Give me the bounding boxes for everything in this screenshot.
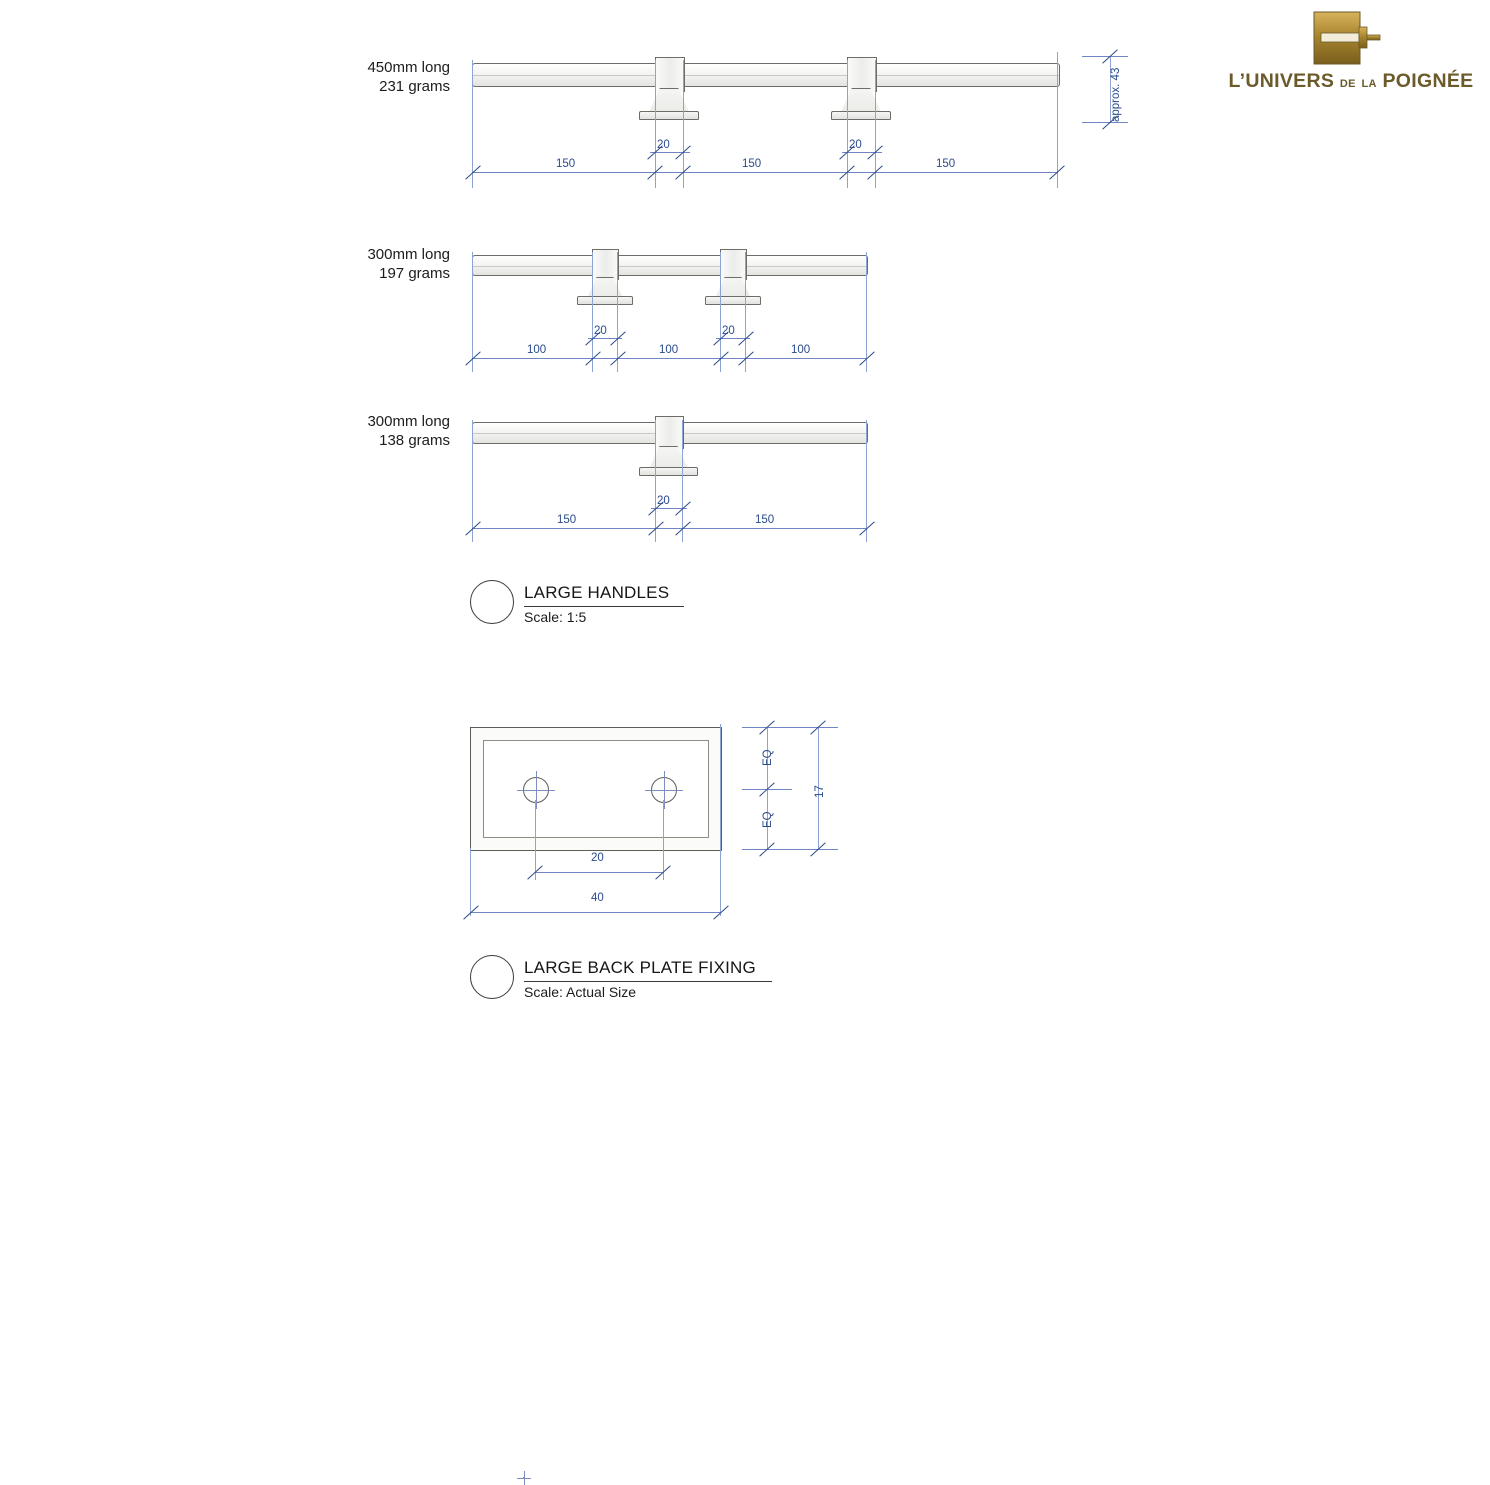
handle-stem-450-b (847, 57, 877, 92)
dim-450-height-note: approx. 43 (1110, 67, 1122, 122)
dim-backplate-height: 17 (814, 785, 826, 798)
dim-300-197-20-b: 20 (722, 325, 735, 337)
handle-bar-300-197 (472, 255, 868, 276)
dim-450-150-c: 150 (936, 158, 956, 170)
view-300-197-label-line2: 197 grams (379, 265, 450, 282)
dim-300-197-20-a: 20 (594, 325, 607, 337)
dim-450-20-b: 20 (849, 139, 862, 151)
caption-marker-circle-2 (470, 955, 514, 999)
dim-300-138-150-a: 150 (557, 514, 577, 526)
view-handle-300-197 (0, 230, 1490, 405)
caption-title-2: LARGE BACK PLATE FIXING (524, 958, 756, 977)
logo-word-de: DE (1339, 78, 1356, 90)
back-plate-hole-left (523, 777, 549, 803)
view-450-label-line2: 231 grams (379, 78, 450, 95)
dim-300-197-100-c: 100 (791, 344, 811, 356)
back-plate-hole-right (651, 777, 677, 803)
handle-stem-300-138 (655, 416, 684, 449)
view-back-plate (0, 700, 1490, 940)
caption-large-back-plate-fixing (0, 952, 1490, 1012)
view-handle-300-138 (0, 398, 1490, 563)
logo-word-1: L’UNIVERS (1228, 70, 1340, 92)
dim-backplate-hole-spacing: 20 (591, 852, 604, 864)
dim-450-150-a: 150 (556, 158, 576, 170)
dim-300-138-20: 20 (657, 495, 670, 507)
view-handle-450 (0, 0, 1490, 230)
handle-stem-300-197-a (592, 249, 619, 280)
logo-word-la: LA (1361, 78, 1377, 90)
dim-450-150-b: 150 (742, 158, 762, 170)
handle-bar-450 (472, 63, 1060, 87)
view-450-label-line1: 450mm long (367, 59, 450, 76)
dim-300-138-150-b: 150 (755, 514, 775, 526)
caption-subtitle-1: Scale: 1:5 (524, 609, 587, 625)
dim-300-197-100-b: 100 (659, 344, 679, 356)
handle-stem-450-a (655, 57, 685, 92)
dim-backplate-width: 40 (591, 892, 604, 904)
caption-title-1: LARGE HANDLES (524, 583, 670, 602)
view-300-138-label-line1: 300mm long (367, 413, 450, 430)
logo-word-2: POIGNÉE (1376, 70, 1474, 92)
dim-450-20-a: 20 (657, 139, 670, 151)
caption-large-handles (0, 578, 1490, 638)
dim-backplate-eq-top: EQ (762, 749, 774, 766)
caption-subtitle-2: Scale: Actual Size (524, 984, 637, 1000)
dim-backplate-eq-bottom: EQ (762, 811, 774, 828)
handle-stem-300-197-b (720, 249, 747, 280)
dim-300-197-100-a: 100 (527, 344, 547, 356)
view-300-138-label-line2: 138 grams (379, 432, 450, 449)
view-300-197-label-line1: 300mm long (367, 246, 450, 263)
caption-marker-circle-1 (470, 580, 514, 624)
